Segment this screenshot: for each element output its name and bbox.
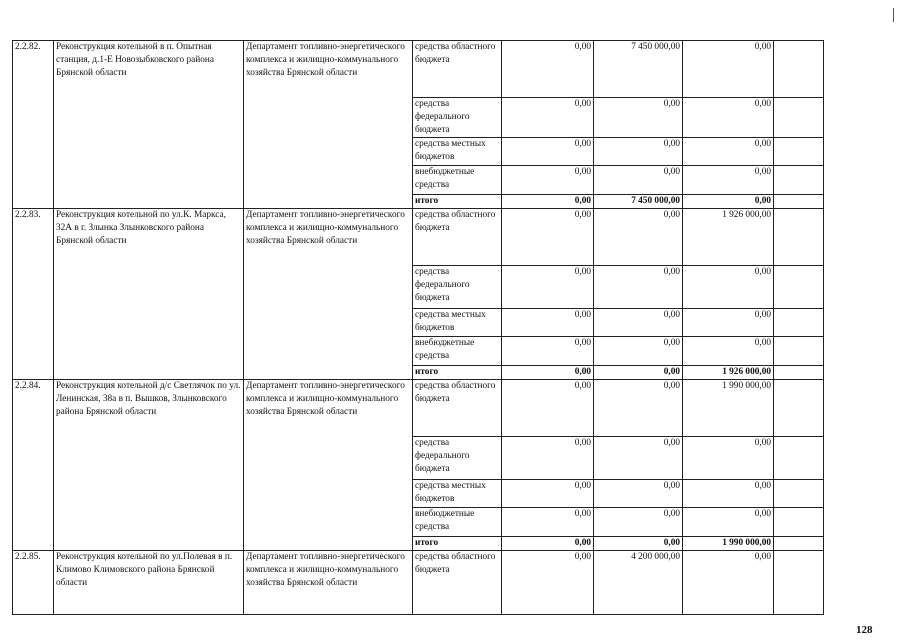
project-code-cell: 2.2.82. (13, 41, 54, 209)
value-cell: 7 450 000,00 (594, 195, 683, 209)
budget-table (12, 40, 824, 615)
value-cell: 0,00 (594, 537, 683, 551)
table-row (13, 41, 824, 98)
value-cell: 0,00 (502, 266, 594, 309)
value-cell: 0,00 (502, 337, 594, 366)
table-row (13, 551, 824, 615)
funding-source-cell: средства местных бюджетов (413, 480, 502, 508)
value-cell: 0,00 (683, 98, 774, 138)
value-cell: 0,00 (683, 195, 774, 209)
value-cell: 0,00 (683, 138, 774, 166)
funding-source-cell: итого (413, 537, 502, 551)
table-body (13, 41, 824, 615)
value-cell: 0,00 (502, 551, 594, 615)
value-cell: 0,00 (594, 166, 683, 195)
funding-source-cell: средства федерального бюджета (413, 266, 502, 309)
empty-cell (774, 41, 824, 98)
value-cell: 0,00 (683, 437, 774, 480)
value-cell: 0,00 (502, 166, 594, 195)
funding-source-cell: средства областного бюджета (413, 209, 502, 266)
value-cell: 1 926 000,00 (683, 209, 774, 266)
funding-source-cell: внебюджетные средства (413, 166, 502, 195)
table-row (13, 209, 824, 266)
project-name-cell: Реконструкция котельной в п. Опытная станция, д.1-Е Новозыбковского района Брянской области (54, 41, 244, 209)
value-cell: 0,00 (683, 166, 774, 195)
value-cell: 0,00 (683, 266, 774, 309)
value-cell: 7 450 000,00 (594, 41, 683, 98)
empty-cell (774, 309, 824, 337)
value-cell: 0,00 (502, 480, 594, 508)
value-cell: 0,00 (502, 98, 594, 138)
funding-source-cell: средства областного бюджета (413, 551, 502, 615)
value-cell: 1 990 000,00 (683, 537, 774, 551)
value-cell: 0,00 (502, 41, 594, 98)
executor-cell: Департамент топливно-энергетического комплекса и жилищно-коммунального хозяйства Брянской области (244, 41, 413, 209)
value-cell: 0,00 (594, 138, 683, 166)
funding-source-cell: средства областного бюджета (413, 41, 502, 98)
value-cell: 0,00 (502, 366, 594, 380)
empty-cell (774, 380, 824, 437)
empty-cell (774, 366, 824, 380)
value-cell: 0,00 (502, 380, 594, 437)
value-cell: 0,00 (683, 41, 774, 98)
executor-cell: Департамент топливно-энергетического комплекса и жилищно-коммунального хозяйства Брянской области (244, 551, 413, 615)
value-cell: 0,00 (502, 195, 594, 209)
funding-source-cell: внебюджетные средства (413, 508, 502, 537)
empty-cell (774, 537, 824, 551)
funding-source-cell: средства областного бюджета (413, 380, 502, 437)
project-name-cell: Реконструкция котельной по ул.К. Маркса, 32А в г. Злынка Злынковского района Брянской области (54, 209, 244, 380)
scan-edge-mark (893, 8, 894, 22)
project-name-cell: Реконструкция котельной д/с Светлячок по ул. Ленинская, 38а в п. Вышков, Злынковского района Брянской области (54, 380, 244, 551)
empty-cell (774, 337, 824, 366)
value-cell: 0,00 (683, 508, 774, 537)
value-cell: 0,00 (594, 437, 683, 480)
empty-cell (774, 195, 824, 209)
empty-cell (774, 551, 824, 615)
value-cell: 0,00 (502, 138, 594, 166)
funding-source-cell: средства федерального бюджета (413, 98, 502, 138)
value-cell: 0,00 (502, 537, 594, 551)
page-number: 128 (856, 624, 873, 636)
funding-source-cell: итого (413, 366, 502, 380)
value-cell: 1 990 000,00 (683, 380, 774, 437)
value-cell: 0,00 (594, 209, 683, 266)
value-cell: 0,00 (683, 480, 774, 508)
value-cell: 1 926 000,00 (683, 366, 774, 380)
executor-cell: Департамент топливно-энергетического комплекса и жилищно-коммунального хозяйства Брянской области (244, 209, 413, 380)
project-code-cell: 2.2.83. (13, 209, 54, 380)
funding-source-cell: средства федерального бюджета (413, 437, 502, 480)
empty-cell (774, 508, 824, 537)
executor-cell: Департамент топливно-энергетического комплекса и жилищно-коммунального хозяйства Брянской области (244, 380, 413, 551)
empty-cell (774, 209, 824, 266)
table-row (13, 380, 824, 437)
empty-cell (774, 98, 824, 138)
project-name-cell: Реконструкция котельной по ул.Полевая в п. Климово Климовского района Брянской области (54, 551, 244, 615)
project-code-cell: 2.2.84. (13, 380, 54, 551)
empty-cell (774, 437, 824, 480)
value-cell: 0,00 (594, 366, 683, 380)
funding-source-cell: средства местных бюджетов (413, 138, 502, 166)
project-code-cell: 2.2.85. (13, 551, 54, 615)
empty-cell (774, 166, 824, 195)
value-cell: 0,00 (594, 508, 683, 537)
funding-source-cell: средства местных бюджетов (413, 309, 502, 337)
value-cell: 0,00 (683, 337, 774, 366)
empty-cell (774, 266, 824, 309)
value-cell: 0,00 (594, 266, 683, 309)
value-cell: 0,00 (502, 508, 594, 537)
value-cell: 0,00 (502, 309, 594, 337)
value-cell: 0,00 (594, 309, 683, 337)
value-cell: 0,00 (594, 380, 683, 437)
value-cell: 0,00 (594, 337, 683, 366)
value-cell: 0,00 (683, 551, 774, 615)
value-cell: 0,00 (502, 209, 594, 266)
empty-cell (774, 138, 824, 166)
empty-cell (774, 480, 824, 508)
value-cell: 4 200 000,00 (594, 551, 683, 615)
funding-source-cell: внебюджетные средства (413, 337, 502, 366)
value-cell: 0,00 (683, 309, 774, 337)
funding-source-cell: итого (413, 195, 502, 209)
value-cell: 0,00 (502, 437, 594, 480)
value-cell: 0,00 (594, 98, 683, 138)
value-cell: 0,00 (594, 480, 683, 508)
